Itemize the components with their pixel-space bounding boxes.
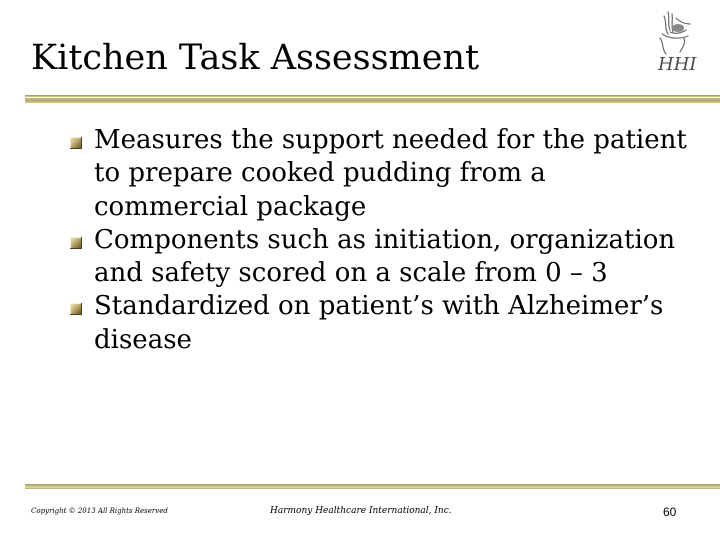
square-bullet-icon — [70, 137, 82, 149]
hhi-bird-logo-icon — [650, 8, 698, 74]
svg-text:HHI: HHI — [658, 54, 697, 74]
bullet-item — [70, 124, 690, 224]
square-bullet-icon — [70, 303, 82, 315]
title-divider — [25, 95, 720, 103]
page-number: 60 — [663, 505, 677, 519]
footer-company: Harmony Healthcare International, Inc. — [270, 506, 452, 516]
bullet-item — [70, 224, 690, 291]
bullet-list — [70, 124, 690, 357]
slide-title: Kitchen Task Assessment — [31, 38, 480, 78]
bullet-text: Components such as initiation, organization and safety scored on a scale from 0 – 3 — [94, 224, 676, 289]
bullet-item — [70, 290, 690, 357]
bullet-text: Standardized on patient’s with Alzheimer’s disease — [94, 291, 664, 355]
bullet-text: Measures the support needed for the patient to prepare cooked pudding from a commercial package — [94, 125, 687, 222]
square-bullet-icon — [70, 237, 82, 249]
footer-divider — [25, 484, 720, 489]
footer-copyright: Copyright © 2013 All Rights Reserved — [31, 507, 168, 515]
